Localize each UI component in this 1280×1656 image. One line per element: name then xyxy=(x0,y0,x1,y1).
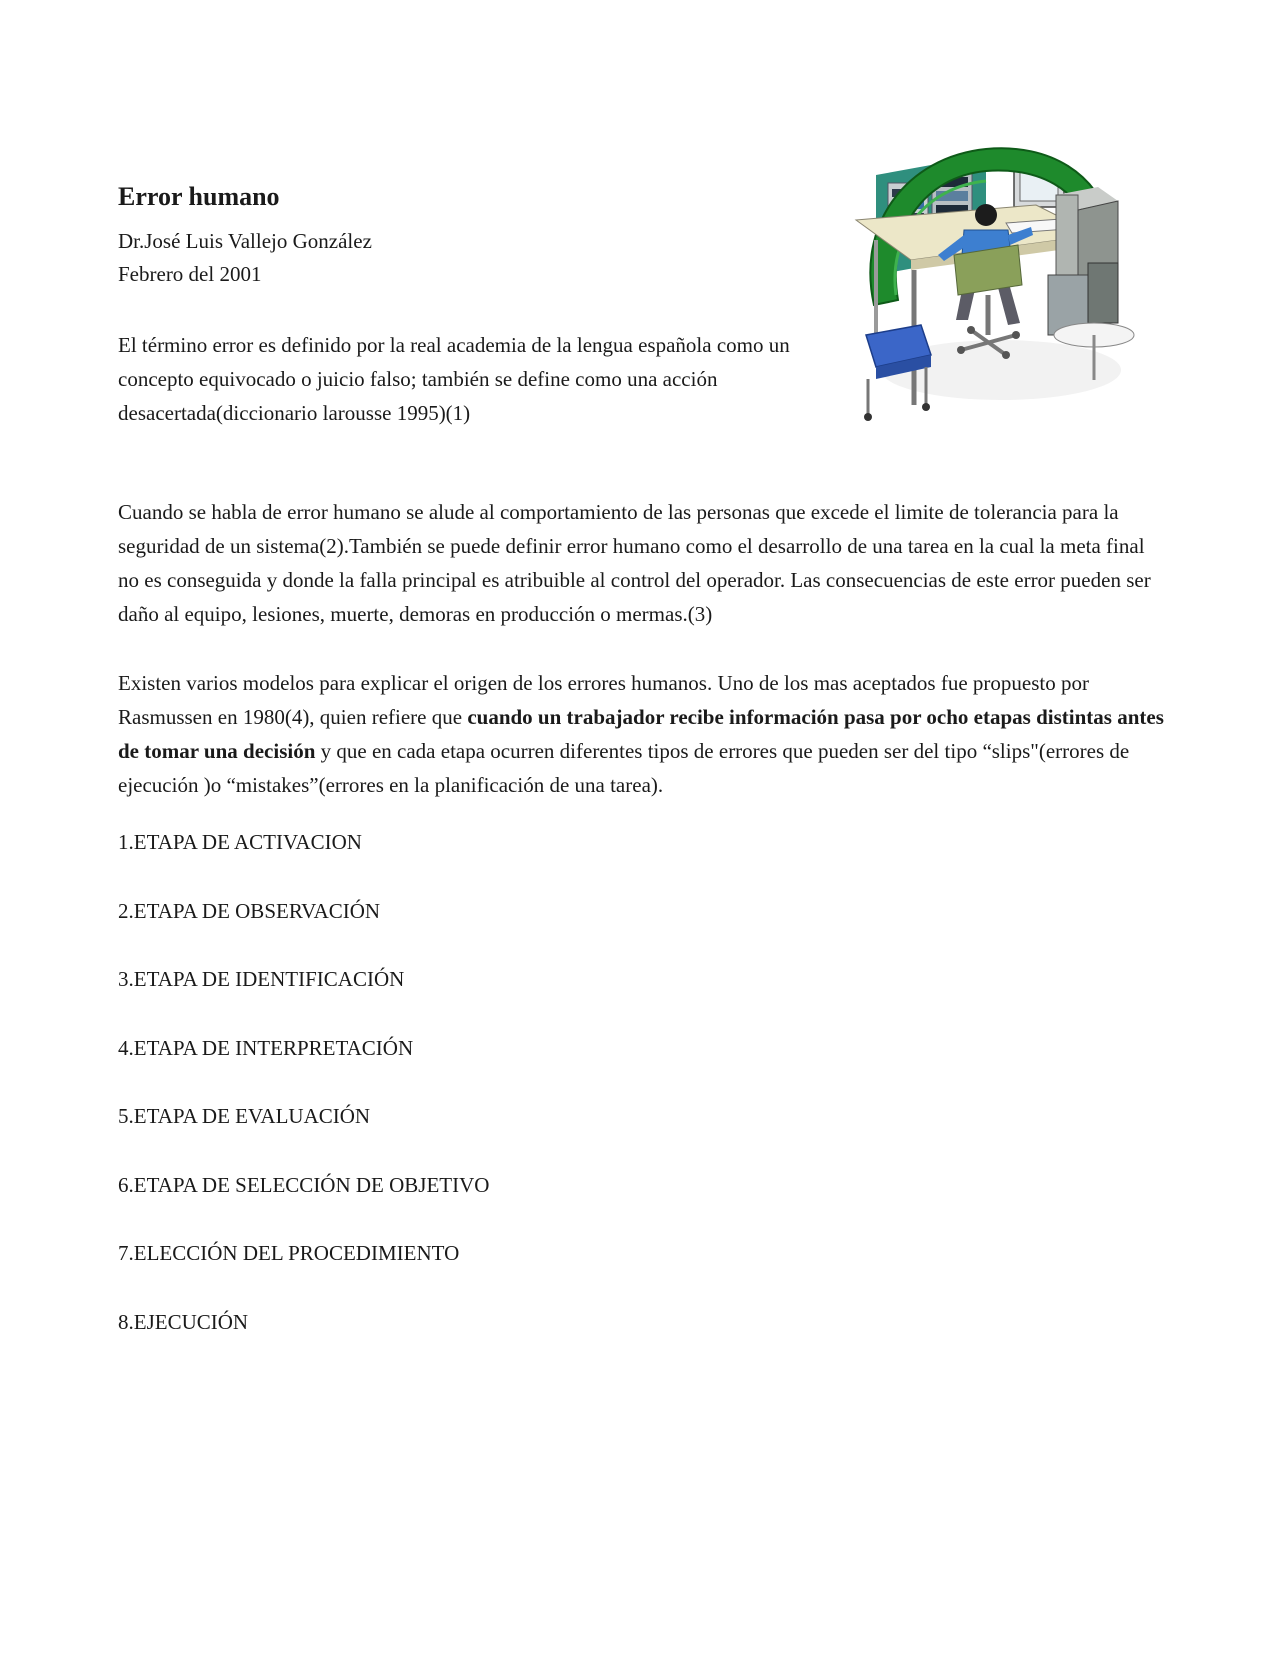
stage-item: 3.ETAPA DE IDENTIFICACIÓN xyxy=(118,967,405,991)
stage-item: 8.EJECUCIÓN xyxy=(118,1309,249,1334)
stage-item: 7.ELECCIÓN DEL PROCEDIMIENTO xyxy=(118,1241,460,1265)
document-page xyxy=(118,180,1168,1334)
author-line: Dr.José Luis Vallejo González xyxy=(118,229,372,253)
stage-item: 1.ETAPA DE ACTIVACION xyxy=(118,830,362,854)
header-block xyxy=(118,180,1168,430)
operator-workstation-illustration xyxy=(836,135,1136,430)
intro-paragraph: El término error es definido por la real academia de la lengua española como un concepto equivocado o juicio falso; también se define como una acción desacertada(diccionario larousse 1995)(1) xyxy=(118,333,790,425)
document-title: Error humano xyxy=(118,182,280,211)
stages-list xyxy=(118,828,489,1376)
paragraph-bold-emphasis: cuando un trabajador recibe información pasa por ocho etapas distintas antes de tomar una decisión xyxy=(118,705,1164,763)
stage-item: 4.ETAPA DE INTERPRETACIÓN xyxy=(118,1035,414,1060)
paragraph-text-after: y que en cada etapa ocurren diferentes tipos de errores que pueden ser del tipo “slips"(errores de ejecución )o “mistakes”(errores en la planificación de una tarea). xyxy=(118,739,1130,797)
body-paragraph-models xyxy=(118,666,1168,802)
stage-item: 5.ETAPA DE EVALUACIÓN xyxy=(118,1104,371,1128)
paragraph-text-before: Existen varios modelos para explicar el origen de los errores humanos. Uno de los mas aceptados fue propuesto por Rasmussen en 1980(4), quien refiere que xyxy=(118,671,1089,729)
body-paragraph-definition: Cuando se habla de error humano se alude al comportamiento de las personas que excede el limite de tolerancia para la seguridad de un sistema(2).También se puede definir error humano como el desarrollo de una tarea en la cual la meta final no es conseguida y donde la falla principal es atribuible al control del operador. Las consecuencias de este error pueden ser daño al equipo, lesiones, muerte, demoras en producción o mermas.(3) xyxy=(118,500,1151,626)
stage-item: 2.ETAPA DE OBSERVACIÓN xyxy=(118,898,381,923)
date-line: Febrero del 2001 xyxy=(118,262,262,286)
stage-item: 6.ETAPA DE SELECCIÓN DE OBJETIVO xyxy=(118,1172,490,1197)
